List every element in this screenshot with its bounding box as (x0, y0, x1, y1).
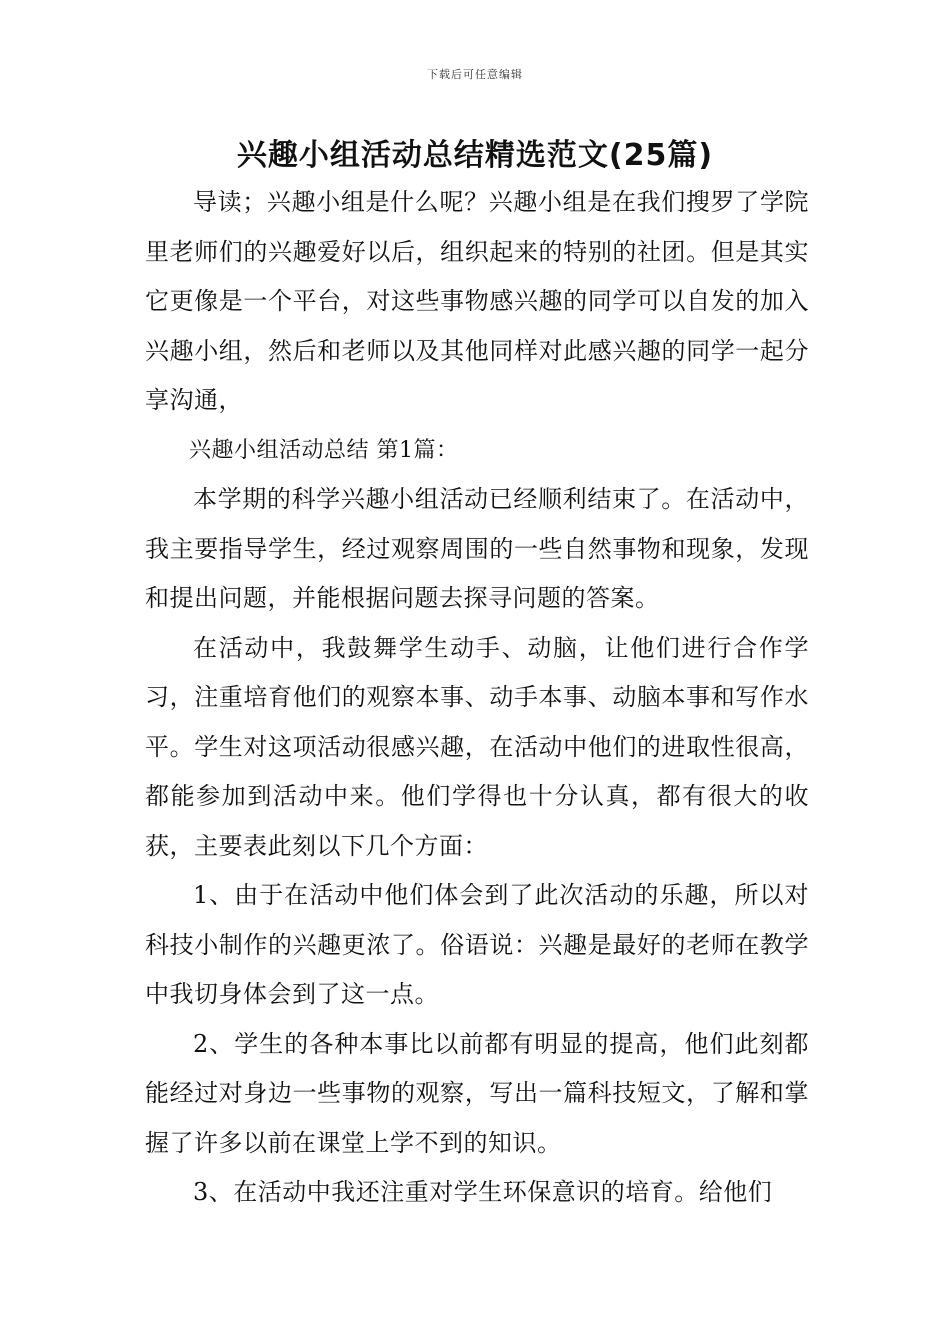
document-body (145, 178, 809, 1218)
list-item-paragraph: 3、在活动中我还注重对学生环保意识的培育。给他们 (193, 1178, 773, 1206)
header-note: 下载后可任意编辑 (427, 68, 523, 81)
body-paragraph: 在活动中，我鼓舞学生动手、动脑，让他们进行合作学习，注重培育他们的观察本事、动手本事、动脑本事和写作水平。学生对这项活动很感兴趣，在活动中他们的进取性很高，都能参加到活动中来。他们学得也十分认真，都有很大的收获，主要表此刻以下几个方面： (145, 633, 809, 860)
body-paragraph: 本学期的科学兴趣小组活动已经顺利结束了。在活动中，我主要指导学生，经过观察周围的一些自然事物和现象，发现和提出问题，并能根据问题去探寻问题的答案。 (145, 485, 809, 612)
section-heading: 兴趣小组活动总结 第1篇： (189, 437, 459, 463)
document-title: 兴趣小组活动总结精选范文(25篇) (236, 138, 714, 173)
list-item-paragraph: 2、学生的各种本事比以前都有明显的提高，他们此刻都能经过对身边一些事物的观察，写出一篇科技短文，了解和掌握了许多以前在课堂上学不到的知识。 (145, 1029, 809, 1157)
intro-paragraph: 导读；兴趣小组是什么呢？兴趣小组是在我们搜罗了学院里老师们的兴趣爱好以后，组织起来的特别的社团。但是其实它更像是一个平台，对这些事物感兴趣的同学可以自发的加入兴趣小组，然后和老师以及其他同样对此感兴趣的同学一起分享沟通， (145, 188, 809, 414)
list-item-paragraph: 1、由于在活动中他们体会到了此次活动的乐趣，所以对科技小制作的兴趣更浓了。俗语说：兴趣是最好的老师在教学中我切身体会到了这一点。 (145, 881, 809, 1008)
